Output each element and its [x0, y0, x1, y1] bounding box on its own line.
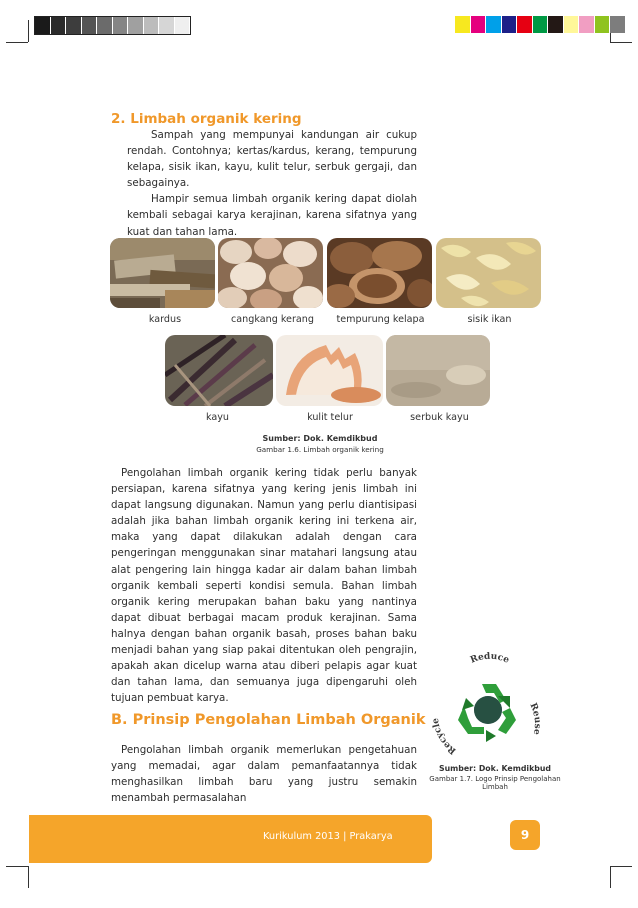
photo-sisik-ikan	[436, 238, 541, 308]
caption-kayu: kayu	[205, 412, 230, 423]
calibration-swatch	[97, 17, 113, 34]
footer-text: Kurikulum 2013 | Prakarya	[263, 831, 393, 842]
crop-mark	[610, 866, 611, 888]
paragraph: Pengolahan limbah organik memerlukan pengetahuan yang memadai, agar dalam pemanfaatannya tidak menghasilkan limbah baru yang justru semakin menambah permasalahan	[111, 744, 417, 805]
crop-mark	[28, 866, 29, 888]
section-heading-prinsip-pengolahan: B. Prinsip Pengolahan Limbah Organik	[111, 712, 426, 728]
paragraph: Sampah yang mempunyai kandungan air cukup rendah. Contohnya; kertas/kardus, kerang, tempurung kelapa, sisik ikan, kayu, kulit telur, serbuk gergaji, dan sebagainya.	[127, 129, 417, 190]
caption-serbuk-kayu: serbuk kayu	[410, 412, 469, 423]
calibration-swatch	[502, 16, 518, 33]
color-calibration-bar	[455, 16, 626, 33]
calibration-swatch	[533, 16, 549, 33]
calibration-swatch	[128, 17, 144, 34]
paragraph: Hampir semua limbah organik kering dapat diolah kembali sebagai karya kerajinan, karena sifatnya yang kuat dan tahan lama.	[127, 193, 417, 238]
svg-text:Reuse	[527, 702, 542, 736]
photo-cangkang-kerang	[218, 238, 323, 308]
calibration-swatch	[113, 17, 129, 34]
logo-word-recycle: Recycle	[430, 717, 459, 756]
paragraph: Pengolahan limbah organik kering tidak perlu banyak persiapan, karena sifatnya yang kering jenis limbah ini dapat langsung digunakan. Namun yang perlu diantisipasi adalah jika bahan limbah organik kering ini terkena air, maka yang dapat dilakukan adalah dengan cara pengeringan menggunakan sinar matahari langsung atau alat pengering lain hingga kadar air dalam bahan limbah organik kembali seperti kondisi semula. Bahan limbah organik kering merupakan bahan baku yang nantinya dapat dibuat berbagai macam produk kerajinan. Sama halnya dengan bahan organik basah, proses bahan baku menjadi bahan yang siap pakai ditentukan oleh pengrajin, apakah akan dicelup warna atau diberi pelapis agar kuat dan tahan lama, dan semuanya juga dipengaruhi oleh tujuan pembuat karya.	[111, 467, 417, 705]
section2-text	[127, 127, 417, 240]
calibration-swatch	[51, 17, 67, 34]
calibration-swatch	[175, 17, 191, 34]
calibration-swatch	[486, 16, 502, 33]
photo-kayu	[165, 335, 273, 406]
calibration-swatch	[35, 17, 51, 34]
calibration-swatch	[579, 16, 595, 33]
calibration-swatch	[159, 17, 175, 34]
grayscale-calibration-bar	[34, 16, 191, 35]
crop-mark	[610, 42, 632, 43]
figure17-source: Sumber: Dok. Kemdikbud	[439, 764, 551, 773]
caption-tempurung-kelapa: tempurung kelapa	[336, 314, 425, 325]
figure-source: Sumber: Dok. Kemdikbud	[262, 434, 378, 443]
calibration-swatch	[610, 16, 626, 33]
calibration-swatch	[564, 16, 580, 33]
caption-kardus: kardus	[148, 314, 182, 325]
photo-kulit-telur	[276, 335, 383, 406]
figure-title: Gambar 1.6. Limbah organik kering	[256, 445, 384, 454]
svg-text:Recycle	[431, 717, 458, 756]
caption-kulit-telur: kulit telur	[307, 412, 353, 423]
logo-word-reuse: Reuse	[527, 701, 543, 736]
calibration-swatch	[82, 17, 98, 34]
caption-cangkang-kerang: cangkang kerang	[231, 314, 314, 325]
crop-mark	[28, 20, 29, 42]
recycle-logo	[428, 652, 548, 762]
logo-word-reduce: Reduce	[469, 652, 511, 666]
calibration-swatch	[455, 16, 471, 33]
crop-mark	[6, 42, 28, 43]
calibration-swatch	[66, 17, 82, 34]
calibration-swatch	[548, 16, 564, 33]
calibration-swatch	[595, 16, 611, 33]
body-text	[111, 465, 417, 706]
photo-serbuk-kayu	[386, 335, 490, 406]
crop-mark	[6, 866, 28, 867]
section-heading-limbah-organik-kering: 2. Limbah organik kering	[111, 111, 302, 127]
figure17-title: Gambar 1.7. Logo Prinsip Pengolahan Limbah	[429, 775, 561, 791]
sectionB-text	[111, 742, 417, 806]
photo-tempurung-kelapa	[327, 238, 432, 308]
svg-text:Reduce	[469, 652, 511, 666]
calibration-swatch	[144, 17, 160, 34]
crop-mark	[610, 866, 632, 867]
calibration-swatch	[471, 16, 487, 33]
page-number: 9	[510, 820, 540, 850]
photo-kardus	[110, 238, 215, 308]
calibration-swatch	[517, 16, 533, 33]
caption-sisik-ikan: sisik ikan	[467, 314, 512, 325]
